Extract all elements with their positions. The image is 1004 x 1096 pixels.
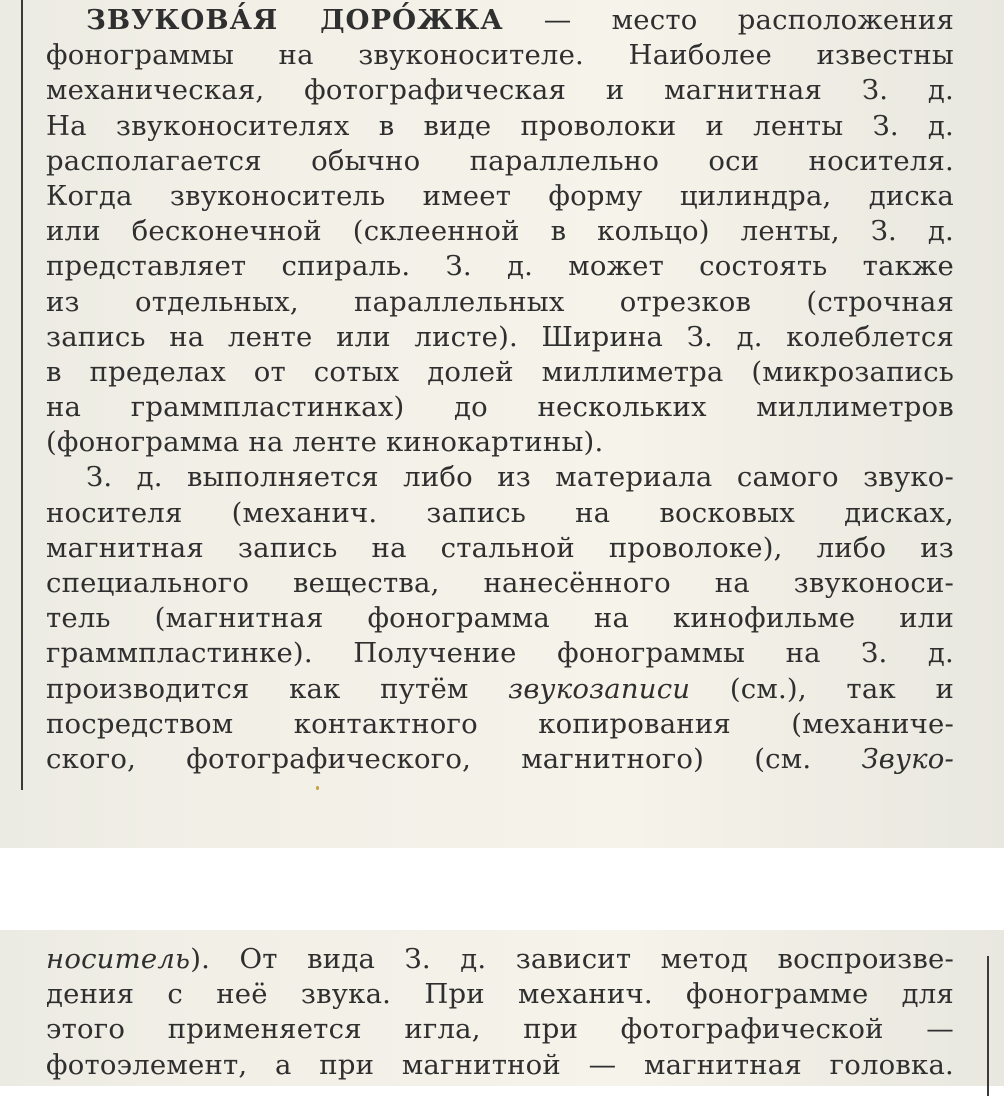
article-line: или бесконечной (склеенной в кольцо) ленты, З. д. — [46, 215, 954, 248]
article-line: из отдельных, параллельных отрезков (строчная — [46, 285, 954, 318]
article-line: граммпластинке). Получение фонограммы на З. д. — [46, 637, 954, 670]
article-line: (фонограмма на ленте кинокартины). — [46, 426, 604, 459]
article-column-top — [46, 3, 954, 777]
article-line: носитель). От вида З. д. зависит метод воспроизве- — [46, 943, 954, 975]
article-line: магнитная запись на стальной проволоке), либо из — [46, 531, 954, 564]
paper-speck — [316, 786, 319, 790]
article-line: располагается обычно параллельно оси носителя. — [46, 144, 954, 177]
article-line: На звуконосителях в виде проволоки и ленты З. д. — [46, 109, 954, 142]
article-line: дения с неё звука. При механич. фонограмме для — [46, 978, 954, 1011]
cross-reference-link[interactable]: носитель — [46, 943, 191, 975]
article-line: производится как путём звукозаписи (см.), так и — [46, 672, 954, 705]
article-line: ЗВУКОВА́Я ДОРО́ЖКА — место расположения — [86, 4, 954, 36]
article-headword: ЗВУКОВА́Я ДОРО́ЖКА — [86, 4, 504, 36]
article-line: в пределах от сотых долей миллиметра (микрозапись — [46, 355, 954, 388]
cross-reference-link[interactable]: звукозаписи — [508, 672, 691, 705]
article-line: тель (магнитная фонограмма на кинофильме или — [46, 602, 954, 635]
article-column-bottom — [46, 942, 954, 1083]
column-rule-right — [987, 956, 989, 1096]
article-line: носителя (механич. запись на восковых дисках, — [46, 496, 954, 529]
article-line: Когда звуконоситель имеет форму цилиндра, диска — [46, 179, 954, 212]
article-line: специального вещества, нанесённого на звуконоси- — [46, 567, 954, 599]
article-line: представляет спираль. З. д. может состоять также — [46, 250, 954, 283]
cross-reference-link[interactable]: Звуко- — [861, 742, 954, 775]
page-scan-bottom — [0, 930, 1004, 1086]
article-line: фонограммы на звуконосителе. Наиболее известны — [46, 39, 954, 72]
article-line: ского, фотографического, магнитного) (см. Звуко- — [46, 742, 954, 775]
article-line: фотоэлемент, а при магнитной — магнитная головка. — [46, 1048, 954, 1081]
article-line: механическая, фотографическая и магнитная З. д. — [46, 74, 954, 107]
article-line: на граммпластинках) до нескольких миллиметров — [46, 391, 954, 424]
article-paragraph-start: З. д. выполняется либо из материала самого звуко- — [86, 461, 954, 494]
article-line: этого применяется игла, при фотографической — — [46, 1013, 954, 1046]
column-rule-left — [21, 0, 23, 790]
article-line: запись на ленте или листе). Ширина З. д. колеблется — [46, 320, 954, 353]
article-line: посредством контактного копирования (механиче- — [46, 707, 954, 740]
